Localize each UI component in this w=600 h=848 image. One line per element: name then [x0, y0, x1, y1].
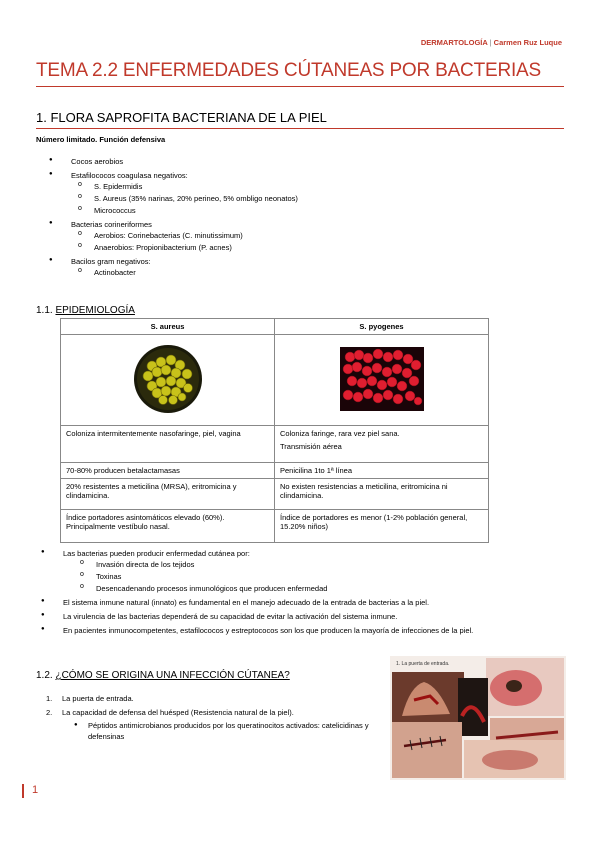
list-item: ● El sistema inmune natural (innato) es fundamental en el manejo adecuado de la entrada de bacterias a la piel.	[28, 598, 558, 607]
table-cell: Coloniza faringe, rara vez piel sana. Transmisión aérea	[275, 426, 489, 463]
list-item: 2. La capacidad de defensa del huésped (Resistencia natural de la piel). ● Péptidos antimicrobianos producidos por los queratinocitos activados: catelicidinas y defensinas	[36, 708, 386, 742]
list-item: o S. Aureus (35% narinas, 20% perineo, 5% ombligo neonatos)	[71, 194, 556, 203]
header-separator: |	[489, 38, 492, 47]
table-header-pyogenes: S. pyogenes	[275, 319, 489, 335]
list-item: o Toxinas	[73, 572, 558, 581]
list-item: ● Las bacterias pueden producir enfermedad cutánea por: o Invasión directa de los tejidos o Toxinas o Desencadenando procesos inmunológicos que producen enfermedad	[28, 549, 558, 593]
list-item: ● Cocos aerobios	[36, 157, 556, 166]
table-cell: Índice portadores asintomáticos elevado (60%). Principalmente vestíbulo nasal.	[61, 510, 275, 543]
list-item: ● Bacilos gram negativos: o Actinobacter	[36, 257, 556, 277]
origin-list	[36, 694, 386, 747]
list-item: ● Estafilococos coagulasa negativos: o S. Epidermidis o S. Aureus (35% narinas, 20% perineo, 5% ombligo neonatos) o Micrococcus	[36, 171, 556, 215]
header-section: DERMARTOLOGÍA	[420, 38, 488, 47]
list-item: ● La virulencia de las bacterias dependerá de su capacidad de evitar la activación del sistema inmune.	[28, 612, 558, 621]
list-item: o Invasión directa de los tejidos	[73, 560, 558, 569]
table-cell: 70-80% producen betalactamasas	[61, 463, 275, 479]
table-cell: Penicilina 1to 1ª línea	[275, 463, 489, 479]
pyogenes-image	[275, 335, 489, 426]
page-title: TEMA 2.2 ENFERMEDADES CÚTANEAS POR BACTERIAS	[36, 60, 564, 87]
header-author: Carmen Ruz Luque	[493, 38, 562, 47]
list-item: ● En pacientes inmunocompetentes, estafilococos y estreptococos son los que producen la mayoría de infecciones de la piel.	[28, 626, 558, 635]
table-cell: No existen resistencias a meticilina, eritromicina ni clindamicina.	[275, 479, 489, 510]
flora-list	[36, 157, 556, 282]
list-item: o Desencadenando procesos inmunológicos que producen enfermedad	[73, 584, 558, 593]
list-item: ● Péptidos antimicrobianos producidos por los queratinocitos activados: catelicidinas y defensinas	[62, 720, 386, 742]
table-header-aureus: S. aureus	[61, 319, 275, 335]
list-item: 1. La puerta de entrada.	[46, 694, 134, 703]
skin-entry-figure	[390, 656, 566, 780]
bacteria-list	[28, 549, 558, 640]
table-cell: 20% resistentes a meticilina (MRSA), eritromicina y clindamicina.	[61, 479, 275, 510]
list-item: o Anaerobios: Propionibacterium (P. acnes)	[71, 243, 556, 252]
list-item: o Actinobacter	[71, 268, 556, 277]
page-header	[421, 38, 562, 47]
list-item: ● Bacterias corineriformes o Aerobios: Corinebacterias (C. minutissimum) o Anaerobios: Propionibacterium (P. acnes)	[36, 220, 556, 252]
table-cell: Coloniza intermitentemente nasofaringe, piel, vagina	[61, 426, 275, 463]
aureus-image	[61, 335, 275, 426]
list-item: o S. Epidermidis	[71, 182, 556, 191]
table-cell: Índice de portadores es menor (1-2% población general, 15.20% niños)	[275, 510, 489, 543]
page-number: 1	[22, 784, 38, 798]
epidemiologia-heading: 1.1. EPIDEMIOLOGÍA	[36, 305, 135, 316]
section1-heading: 1. FLORA SAPROFITA BACTERIANA DE LA PIEL	[36, 110, 564, 129]
figure-caption: 1. La puerta de entrada.	[396, 661, 450, 667]
list-item: o Micrococcus	[71, 206, 556, 215]
list-item: o Aerobios: Corinebacterias (C. minutissimum)	[71, 231, 556, 240]
section1-intro: Número limitado. Función defensiva	[36, 135, 166, 144]
epidemiology-table	[60, 318, 489, 543]
section12-heading: 1.2. ¿CÓMO SE ORIGINA UNA INFECCIÓN CÚTANEA?	[36, 670, 290, 681]
